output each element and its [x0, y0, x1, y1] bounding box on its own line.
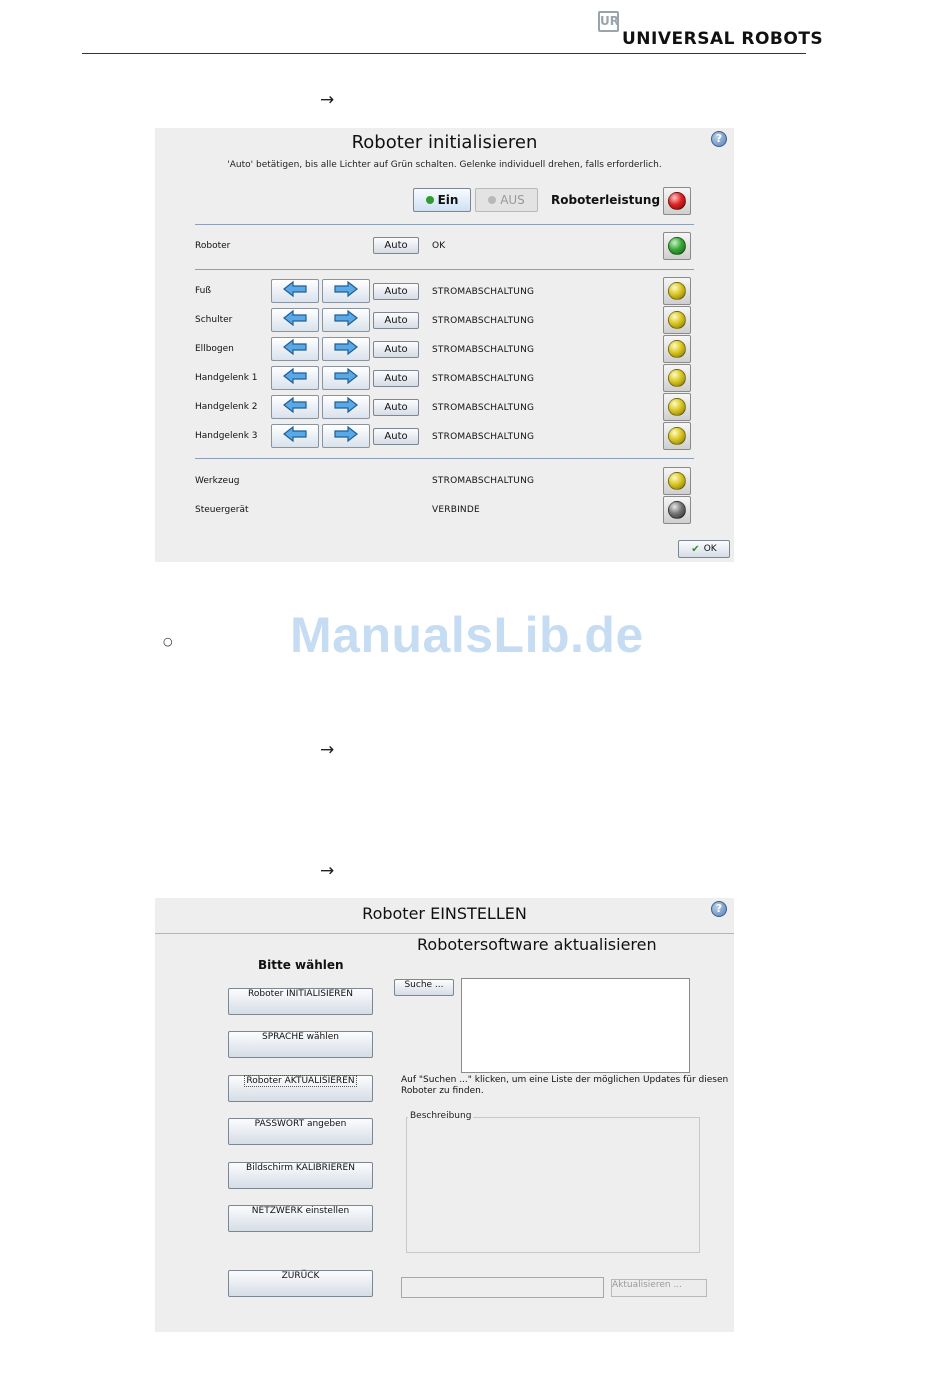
joint-status-led	[663, 335, 691, 363]
update-robot-label: Roboter AKTUALISIEREN	[246, 1076, 355, 1086]
left-arrow-icon	[282, 425, 308, 447]
right-arrow-icon	[333, 309, 359, 331]
power-off-indicator-icon	[488, 196, 496, 204]
separator	[195, 224, 694, 225]
checkmark-icon: ✔	[691, 543, 700, 555]
robot-status: OK	[432, 241, 446, 251]
joint-status-led	[663, 364, 691, 392]
password-button[interactable]	[228, 1118, 373, 1145]
joint-auto-button[interactable]: Auto	[373, 283, 419, 300]
controller-row-label: Steuergerät	[195, 505, 249, 515]
joint-status-led	[663, 306, 691, 334]
power-off-button[interactable]	[475, 188, 538, 212]
yellow-status-light-icon	[668, 282, 686, 300]
joint-status: STROMABSCHALTUNG	[432, 345, 535, 355]
joint-label: Fuß	[195, 286, 212, 296]
arrow-icon: →	[320, 861, 335, 881]
description-box	[406, 1117, 700, 1253]
right-arrow-icon	[333, 425, 359, 447]
arrow-icon: →	[320, 740, 335, 760]
power-on-label: Ein	[437, 193, 459, 207]
power-off-label: AUS	[500, 193, 525, 207]
left-arrow-icon	[282, 367, 308, 389]
robot-power-label: Roboterleistung	[551, 193, 661, 207]
joint-label: Handgelenk 3	[195, 431, 258, 441]
update-heading: Robotersoftware aktualisieren	[417, 935, 657, 954]
description-legend: Beschreibung	[410, 1111, 472, 1121]
tool-row-label: Werkzeug	[195, 476, 240, 486]
choose-heading: Bitte wählen	[258, 958, 344, 972]
joint-label: Handgelenk 1	[195, 373, 258, 383]
calibrate-screen-label: Bildschirm KALIBRIEREN	[246, 1163, 355, 1173]
left-arrow-icon	[282, 309, 308, 331]
joint-status-led	[663, 393, 691, 421]
dialog-title: Roboter EINSTELLEN	[362, 904, 527, 923]
yellow-status-light-icon	[668, 398, 686, 416]
separator	[195, 269, 694, 270]
rotate-left-button[interactable]	[271, 424, 319, 448]
updates-list[interactable]	[461, 978, 690, 1073]
ok-label: OK	[703, 544, 717, 554]
rotate-right-button[interactable]	[322, 395, 370, 419]
rotate-left-button[interactable]	[271, 337, 319, 361]
right-arrow-icon	[333, 396, 359, 418]
tool-status: STROMABSCHALTUNG	[432, 476, 535, 486]
robot-power-led	[663, 187, 691, 215]
joint-auto-button[interactable]: Auto	[373, 370, 419, 387]
joint-status: STROMABSCHALTUNG	[432, 316, 535, 326]
back-button[interactable]	[228, 1270, 373, 1297]
joint-label: Schulter	[195, 315, 233, 325]
rotate-right-button[interactable]	[322, 279, 370, 303]
search-hint: Auf "Suchen ..." klicken, um eine Liste der möglichen Updates für diesen Roboter zu finden.	[401, 1075, 729, 1096]
yellow-status-light-icon	[668, 340, 686, 358]
robot-auto-button[interactable]: Auto	[373, 237, 419, 254]
right-arrow-icon	[333, 280, 359, 302]
setup-robot-dialog	[155, 898, 734, 1332]
update-robot-button[interactable]	[228, 1075, 373, 1102]
rotate-left-button[interactable]	[271, 308, 319, 332]
rotate-right-button[interactable]	[322, 424, 370, 448]
joint-auto-button[interactable]: Auto	[373, 428, 419, 445]
right-arrow-icon	[333, 338, 359, 360]
arrow-icon: →	[320, 90, 335, 110]
joint-status: STROMABSCHALTUNG	[432, 403, 535, 413]
robot-row-label: Roboter	[195, 241, 231, 251]
back-label: ZURÜCK	[281, 1271, 320, 1281]
rotate-right-button[interactable]	[322, 308, 370, 332]
init-robot-dialog	[155, 128, 734, 562]
yellow-status-light-icon	[668, 369, 686, 387]
left-arrow-icon	[282, 396, 308, 418]
ur-logo-icon: UR	[598, 11, 619, 32]
language-label: SPRACHE wählen	[262, 1032, 339, 1042]
controller-status-led	[663, 496, 691, 524]
calibrate-screen-button[interactable]	[228, 1162, 373, 1189]
yellow-status-light-icon	[668, 472, 686, 490]
joint-label: Ellbogen	[195, 344, 234, 354]
rotate-right-button[interactable]	[322, 366, 370, 390]
right-arrow-icon	[333, 367, 359, 389]
gray-status-light-icon	[668, 501, 686, 519]
joint-status: STROMABSCHALTUNG	[432, 432, 535, 442]
yellow-status-light-icon	[668, 427, 686, 445]
power-on-indicator-icon	[426, 196, 434, 204]
ok-button[interactable]	[678, 540, 730, 558]
joint-status-led	[663, 422, 691, 450]
joint-auto-button[interactable]: Auto	[373, 399, 419, 416]
separator	[195, 458, 694, 459]
network-label: NETZWERK einstellen	[251, 1206, 350, 1216]
init-robot-label: Roboter INITIALISIEREN	[248, 989, 353, 999]
robot-status-led	[663, 232, 691, 260]
update-file-field[interactable]	[401, 1277, 604, 1298]
rotate-left-button[interactable]	[271, 279, 319, 303]
tool-status-led	[663, 467, 691, 495]
rotate-left-button[interactable]	[271, 366, 319, 390]
title-divider	[155, 933, 734, 934]
watermark: ManualsLib.de	[290, 607, 644, 663]
network-button[interactable]	[228, 1205, 373, 1232]
joint-status: STROMABSCHALTUNG	[432, 287, 535, 297]
help-icon[interactable]: ?	[711, 131, 727, 147]
password-label: PASSWORT angeben	[254, 1119, 347, 1129]
green-status-light-icon	[668, 237, 686, 255]
rotate-right-button[interactable]	[322, 337, 370, 361]
left-arrow-icon	[282, 338, 308, 360]
brand-name: UNIVERSAL ROBOTS	[622, 29, 824, 49]
help-icon[interactable]: ?	[711, 901, 727, 917]
header-divider	[82, 53, 806, 54]
controller-status: VERBINDE	[432, 505, 480, 515]
joint-status-led	[663, 277, 691, 305]
joint-auto-button[interactable]: Auto	[373, 312, 419, 329]
joint-auto-button[interactable]: Auto	[373, 341, 419, 358]
bullet-icon: ○	[163, 635, 173, 648]
power-on-button[interactable]	[413, 188, 471, 212]
left-arrow-icon	[282, 280, 308, 302]
dialog-title: Roboter initialisieren	[351, 132, 538, 153]
joint-status: STROMABSCHALTUNG	[432, 374, 535, 384]
dialog-instructions: 'Auto' betätigen, bis alle Lichter auf Grün schalten. Gelenke individuell drehen, falls erforderlich.	[227, 160, 662, 170]
search-button[interactable]: Suche ...	[394, 979, 454, 996]
red-status-light-icon	[668, 192, 686, 210]
yellow-status-light-icon	[668, 311, 686, 329]
language-button[interactable]	[228, 1031, 373, 1058]
rotate-left-button[interactable]	[271, 395, 319, 419]
update-button[interactable]: Aktualisieren ...	[611, 1279, 707, 1297]
joint-label: Handgelenk 2	[195, 402, 258, 412]
init-robot-button[interactable]	[228, 988, 373, 1015]
